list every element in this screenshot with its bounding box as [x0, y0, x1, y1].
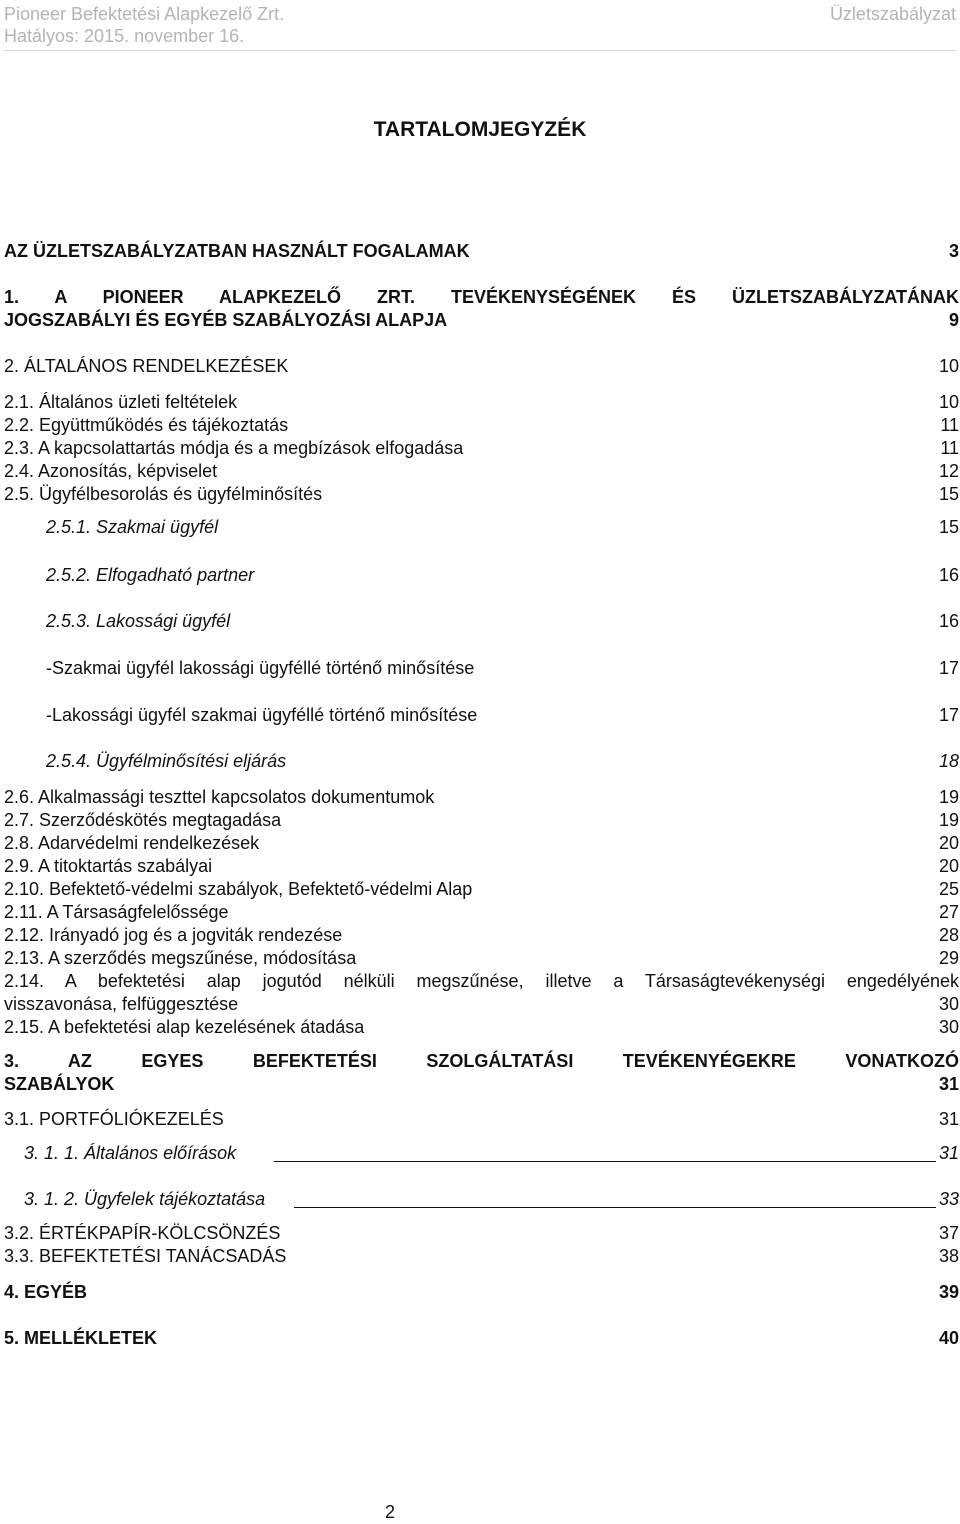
toc-entry[interactable]	[4, 1281, 959, 1304]
toc-entry[interactable]	[4, 483, 959, 506]
toc-entry-page: 3	[948, 241, 959, 261]
toc-entry-page: 11	[940, 438, 959, 458]
toc-entry-page: 25	[938, 879, 959, 899]
toc-entry-page: 15	[938, 484, 959, 504]
toc-entry-page: 30	[938, 1017, 959, 1037]
toc-entry[interactable]	[4, 516, 959, 539]
toc-entry[interactable]	[4, 1245, 959, 1268]
toc-entry-label: 2.3. A kapcsolattartás módja és a megbízások elfogadása	[4, 438, 464, 458]
toc-entry-label: 2.15. A befektetési alap kezelésének átadása	[4, 1017, 365, 1037]
toc-entry-page: 20	[938, 833, 959, 853]
toc-entry[interactable]	[4, 832, 959, 855]
toc-entry[interactable]	[4, 704, 959, 727]
toc-entry-page: 15	[938, 517, 959, 537]
toc-entry[interactable]	[4, 657, 959, 680]
toc-entry-page: 17	[938, 705, 959, 725]
toc-entry-label: 2.13. A szerződés megszűnése, módosítása	[4, 948, 357, 968]
header-doc-title: Üzletszabályzat	[829, 4, 956, 24]
toc-entry-page: 18	[938, 751, 959, 771]
toc-entry[interactable]	[4, 460, 959, 483]
toc-entry[interactable]	[4, 878, 959, 901]
toc-entry[interactable]	[4, 750, 959, 773]
toc-entry-label: 3. AZ EGYES BEFEKTETÉSI SZOLGÁLTATÁSI TEVÉKENYÉGEKRE VONATKOZÓ	[4, 1051, 959, 1071]
leader-line	[274, 1161, 936, 1162]
toc-entry-label: 5. MELLÉKLETEK	[4, 1328, 158, 1348]
toc-entry-label: 2.1. Általános üzleti feltételek	[4, 392, 238, 412]
toc-entry-page: 27	[938, 902, 959, 922]
toc-entry-label: -Szakmai ügyfél lakossági ügyféllé történő minősítése	[46, 658, 475, 678]
leader-line	[294, 1207, 936, 1208]
toc-entry-label: 3.1. PORTFÓLIÓKEZELÉS	[4, 1109, 224, 1129]
toc-entry[interactable]	[4, 786, 959, 809]
toc-entry[interactable]	[4, 240, 959, 263]
toc-entry-label: 2.11. A Társaságfelelőssége	[4, 902, 229, 922]
header-effective-date: Hatályos: 2015. november 16.	[4, 26, 245, 46]
toc-entry[interactable]	[4, 901, 959, 924]
toc-entry-label: 2.4. Azonosítás, képviselet	[4, 461, 218, 481]
toc-entry-label: 2.5.3. Lakossági ügyfél	[46, 611, 231, 631]
toc-entry-page: 19	[938, 810, 959, 830]
toc-entry-page: 19	[938, 787, 959, 807]
toc-entry[interactable]	[4, 564, 959, 587]
toc-entry[interactable]	[4, 809, 959, 832]
toc-entry-label: 3. 1. 2. Ügyfelek tájékoztatása	[24, 1189, 266, 1209]
toc-entry-label: 2.10. Befektető-védelmi szabályok, Befektető-védelmi Alap	[4, 879, 473, 899]
toc-entry-label: -Lakossági ügyfél szakmai ügyféllé történő minősítése	[46, 705, 478, 725]
toc-entry[interactable]	[4, 610, 959, 633]
toc-entry-page: 10	[938, 356, 959, 376]
toc-entry-page: 30	[938, 994, 959, 1014]
toc-entry-page: 9	[948, 310, 959, 330]
toc-entry-label: 2.7. Szerződéskötés megtagadása	[4, 810, 282, 830]
toc-entry[interactable]	[4, 1016, 959, 1039]
toc-entry-label: 2.12. Irányadó jog és a jogviták rendezése	[4, 925, 343, 945]
toc-entry-label: 2.5.4. Ügyfélminősítési eljárás	[46, 751, 287, 771]
toc-entry-page: 28	[938, 925, 959, 945]
toc-entry-page: 38	[938, 1246, 959, 1266]
toc-entry-label: 3. 1. 1. Általános előírások	[24, 1143, 237, 1163]
toc-entry-page: 31	[938, 1109, 959, 1129]
page-number: 2	[384, 1502, 395, 1522]
toc-entry-label-cont: JOGSZABÁLYI ÉS EGYÉB SZABÁLYOZÁSI ALAPJA	[4, 310, 448, 330]
toc-entry-page: 31	[938, 1143, 959, 1163]
toc-entry-label: 2.2. Együttműködés és tájékoztatás	[4, 415, 289, 435]
toc-entry-page: 10	[938, 392, 959, 412]
toc-entry-label: 2.5.2. Elfogadható partner	[46, 565, 255, 585]
toc-entry-page: 20	[938, 856, 959, 876]
toc-entry-label: 3.3. BEFEKTETÉSI TANÁCSADÁS	[4, 1246, 287, 1266]
toc-entry-page: 40	[938, 1328, 959, 1348]
toc-entry-label: 2. ÁLTALÁNOS RENDELKEZÉSEK	[4, 356, 289, 376]
toc-entry-page: 31	[938, 1074, 959, 1094]
toc-entry-label-cont: SZABÁLYOK	[4, 1074, 115, 1094]
toc-entry-label: AZ ÜZLETSZABÁLYZATBAN HASZNÁLT FOGALAMAK	[4, 241, 470, 261]
toc-entry[interactable]	[4, 924, 959, 947]
toc-entry[interactable]	[4, 1050, 959, 1096]
toc-entry-label: 2.6. Alkalmassági teszttel kapcsolatos dokumentumok	[4, 787, 435, 807]
toc-entry[interactable]	[4, 1327, 959, 1350]
toc-entry[interactable]	[4, 970, 959, 1016]
toc-entry-page: 16	[938, 611, 959, 631]
toc-entry-page: 39	[938, 1282, 959, 1302]
toc-entry-page: 33	[938, 1189, 959, 1209]
toc-entry-label: 2.14. A befektetési alap jogutód nélküli megszűnése, illetve a Társaságtevékenységi engedélyének	[4, 971, 959, 991]
header-company: Pioneer Befektetési Alapkezelő Zrt.	[4, 4, 285, 24]
toc-title: TARTALOMJEGYZÉK	[373, 118, 587, 141]
toc-entry-page: 29	[938, 948, 959, 968]
toc-entry[interactable]	[4, 1142, 959, 1165]
toc-entry-label: 2.9. A titoktartás szabályai	[4, 856, 213, 876]
toc-entry[interactable]	[4, 437, 959, 460]
toc-entry[interactable]	[4, 947, 959, 970]
toc-entry-label: 2.5. Ügyfélbesorolás és ügyfélminősítés	[4, 484, 323, 504]
toc-entry-label-cont: visszavonása, felfüggesztése	[4, 994, 239, 1014]
toc-entry[interactable]	[4, 855, 959, 878]
toc-entry-page: 11	[940, 415, 959, 435]
toc-entry-label: 4. EGYÉB	[4, 1282, 88, 1302]
page-header	[4, 0, 956, 51]
toc-entry-page: 12	[938, 461, 959, 481]
toc-entry[interactable]	[4, 1222, 959, 1245]
toc-entry-page: 37	[938, 1223, 959, 1243]
toc-entry[interactable]	[4, 391, 959, 414]
toc-entry[interactable]	[4, 286, 959, 332]
toc-entry[interactable]	[4, 414, 959, 437]
toc-entry[interactable]	[4, 355, 959, 378]
toc-entry-label: 1. A PIONEER ALAPKEZELŐ ZRT. TEVÉKENYSÉGÉNEK ÉS ÜZLETSZABÁLYZATÁNAK	[4, 287, 959, 307]
toc-entry-label: 2.8. Adarvédelmi rendelkezések	[4, 833, 260, 853]
toc-entry[interactable]	[4, 1188, 959, 1211]
toc-entry-label: 2.5.1. Szakmai ügyfél	[46, 517, 219, 537]
toc-entry-page: 17	[938, 658, 959, 678]
toc-entry-label: 3.2. ÉRTÉKPAPÍR-KÖLCSÖNZÉS	[4, 1223, 281, 1243]
toc-entry-page: 16	[938, 565, 959, 585]
toc-entry[interactable]	[4, 1108, 959, 1131]
